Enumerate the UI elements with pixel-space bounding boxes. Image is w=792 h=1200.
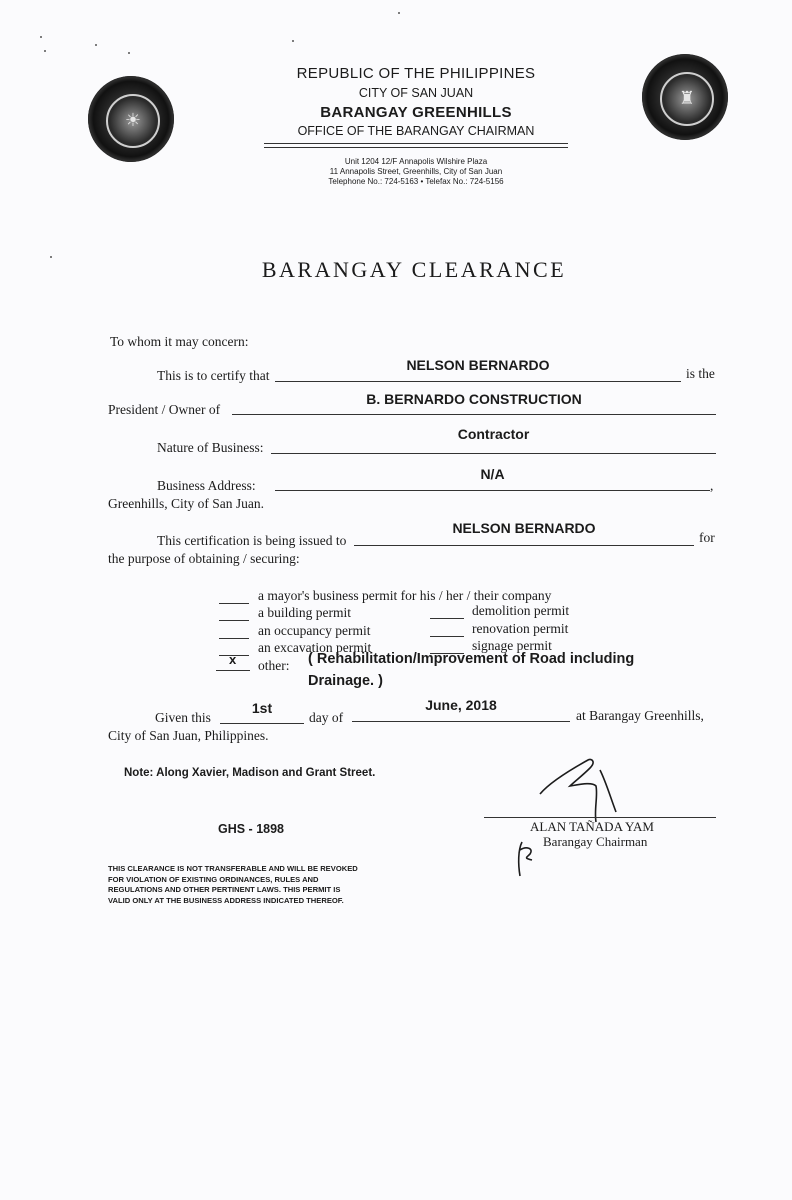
header-office: OFFICE OF THE BARANGAY CHAIRMAN [297,124,535,138]
control-number: GHS - 1898 [218,822,285,836]
business-name-line [232,414,716,415]
demolition-permit-label: demolition permit [472,603,570,618]
address-city: Greenhills, City of San Juan. [108,496,264,511]
building-permit-label: a building permit [258,605,351,620]
mayor-permit-label: a mayor's business permit for his / her / their company [258,588,552,603]
header-city: CITY OF SAN JUAN [358,86,474,100]
issued-label: This certification is being issued to [157,533,347,548]
demolition-permit-check [430,618,464,619]
initial-mark [514,836,538,880]
month-line [352,721,570,722]
other-permit-check [216,670,250,671]
right-seal-icon: ♜ [642,54,728,140]
occupancy-permit-check [219,638,249,639]
header-address-1: Unit 1204 12/F Annapolis Wilshire Plaza [344,157,488,166]
header-rule [264,147,568,148]
purpose-label: the purpose of obtaining / securing: [108,551,300,566]
renovation-permit-check [430,636,464,637]
scan-speck [292,40,294,42]
other-value-line1: ( Rehabilitation/Improvement of Road including [308,651,635,667]
disclaimer-line: THIS CLEARANCE IS NOT TRANSFERABLE AND WILL BE REVOKED [108,864,358,873]
given-label: Given this [155,710,211,725]
issued-name: NELSON BERNARDO [452,520,596,536]
scan-speck [95,44,97,46]
document-title: BARANGAY CLEARANCE [261,257,567,282]
address-value: N/A [480,466,505,482]
issued-name-line [354,545,694,546]
disclaimer-line: FOR VIOLATION OF EXISTING ORDINANCES, RULES AND [108,874,319,884]
signage-permit-label: signage permit [472,638,552,653]
nature-label: Nature of Business: [157,440,264,455]
signatory-name: ALAN TAÑADA YAM [530,819,654,834]
scan-speck [128,52,130,54]
signature-line [484,817,716,818]
building-permit-check [219,620,249,621]
day-value: 1st [251,700,273,716]
address-comma: , [710,478,714,493]
disclaimer-line: VALID ONLY AT THE BUSINESS ADDRESS INDICATED THEREOF. [108,895,344,905]
day-line [220,723,304,724]
scan-speck [398,12,400,14]
other-value-line2: Drainage. ) [308,673,383,689]
at-place-text: at Barangay Greenhills, [576,708,704,723]
address-line [275,490,710,491]
day-of-text: day of [309,710,344,725]
business-name: B. BERNARDO CONSTRUCTION [366,391,582,407]
note-text: Note: Along Xavier, Madison and Grant Street. [124,767,376,779]
other-check-mark: x [229,652,237,667]
month-value: June, 2018 [425,697,497,713]
header-barangay: BARANGAY GREENHILLS [320,104,512,121]
header-address-3: Telephone No.: 724-5163 • Telefax No.: 724-5156 [328,177,504,186]
address-label: Business Address: [157,478,256,493]
signatory-position: Barangay Chairman [543,834,648,849]
header-rule [264,143,568,144]
renovation-permit-label: renovation permit [472,621,569,636]
left-seal-icon: ☀ [88,76,174,162]
other-label: other: [258,658,290,673]
nature-value: Contractor [457,426,530,442]
mayor-permit-check [219,603,249,604]
disclaimer-line: REGULATIONS AND OTHER PERTINENT LAWS. THIS PERMIT IS [108,885,341,894]
excavation-permit-label: an excavation permit [258,640,372,655]
is-the-text: is the [686,366,715,381]
certify-label: This is to certify that [157,368,270,383]
salutation: To whom it may concern: [110,334,249,349]
header-republic: REPUBLIC OF THE PHILIPPINES [296,65,536,82]
occupancy-permit-label: an occupancy permit [258,623,371,638]
header-address-2: 11 Annapolis Street, Greenhills, City of San Juan [329,167,503,176]
certify-name: NELSON BERNARDO [406,357,550,373]
given-city: City of San Juan, Philippines. [108,728,269,743]
signature-mark [530,752,640,826]
disclaimer [108,864,358,906]
scan-speck [40,36,42,38]
scan-speck [44,50,46,52]
certify-name-line [275,381,681,382]
owner-label: President / Owner of [108,402,221,417]
nature-line [271,453,716,454]
for-text: for [699,530,715,545]
